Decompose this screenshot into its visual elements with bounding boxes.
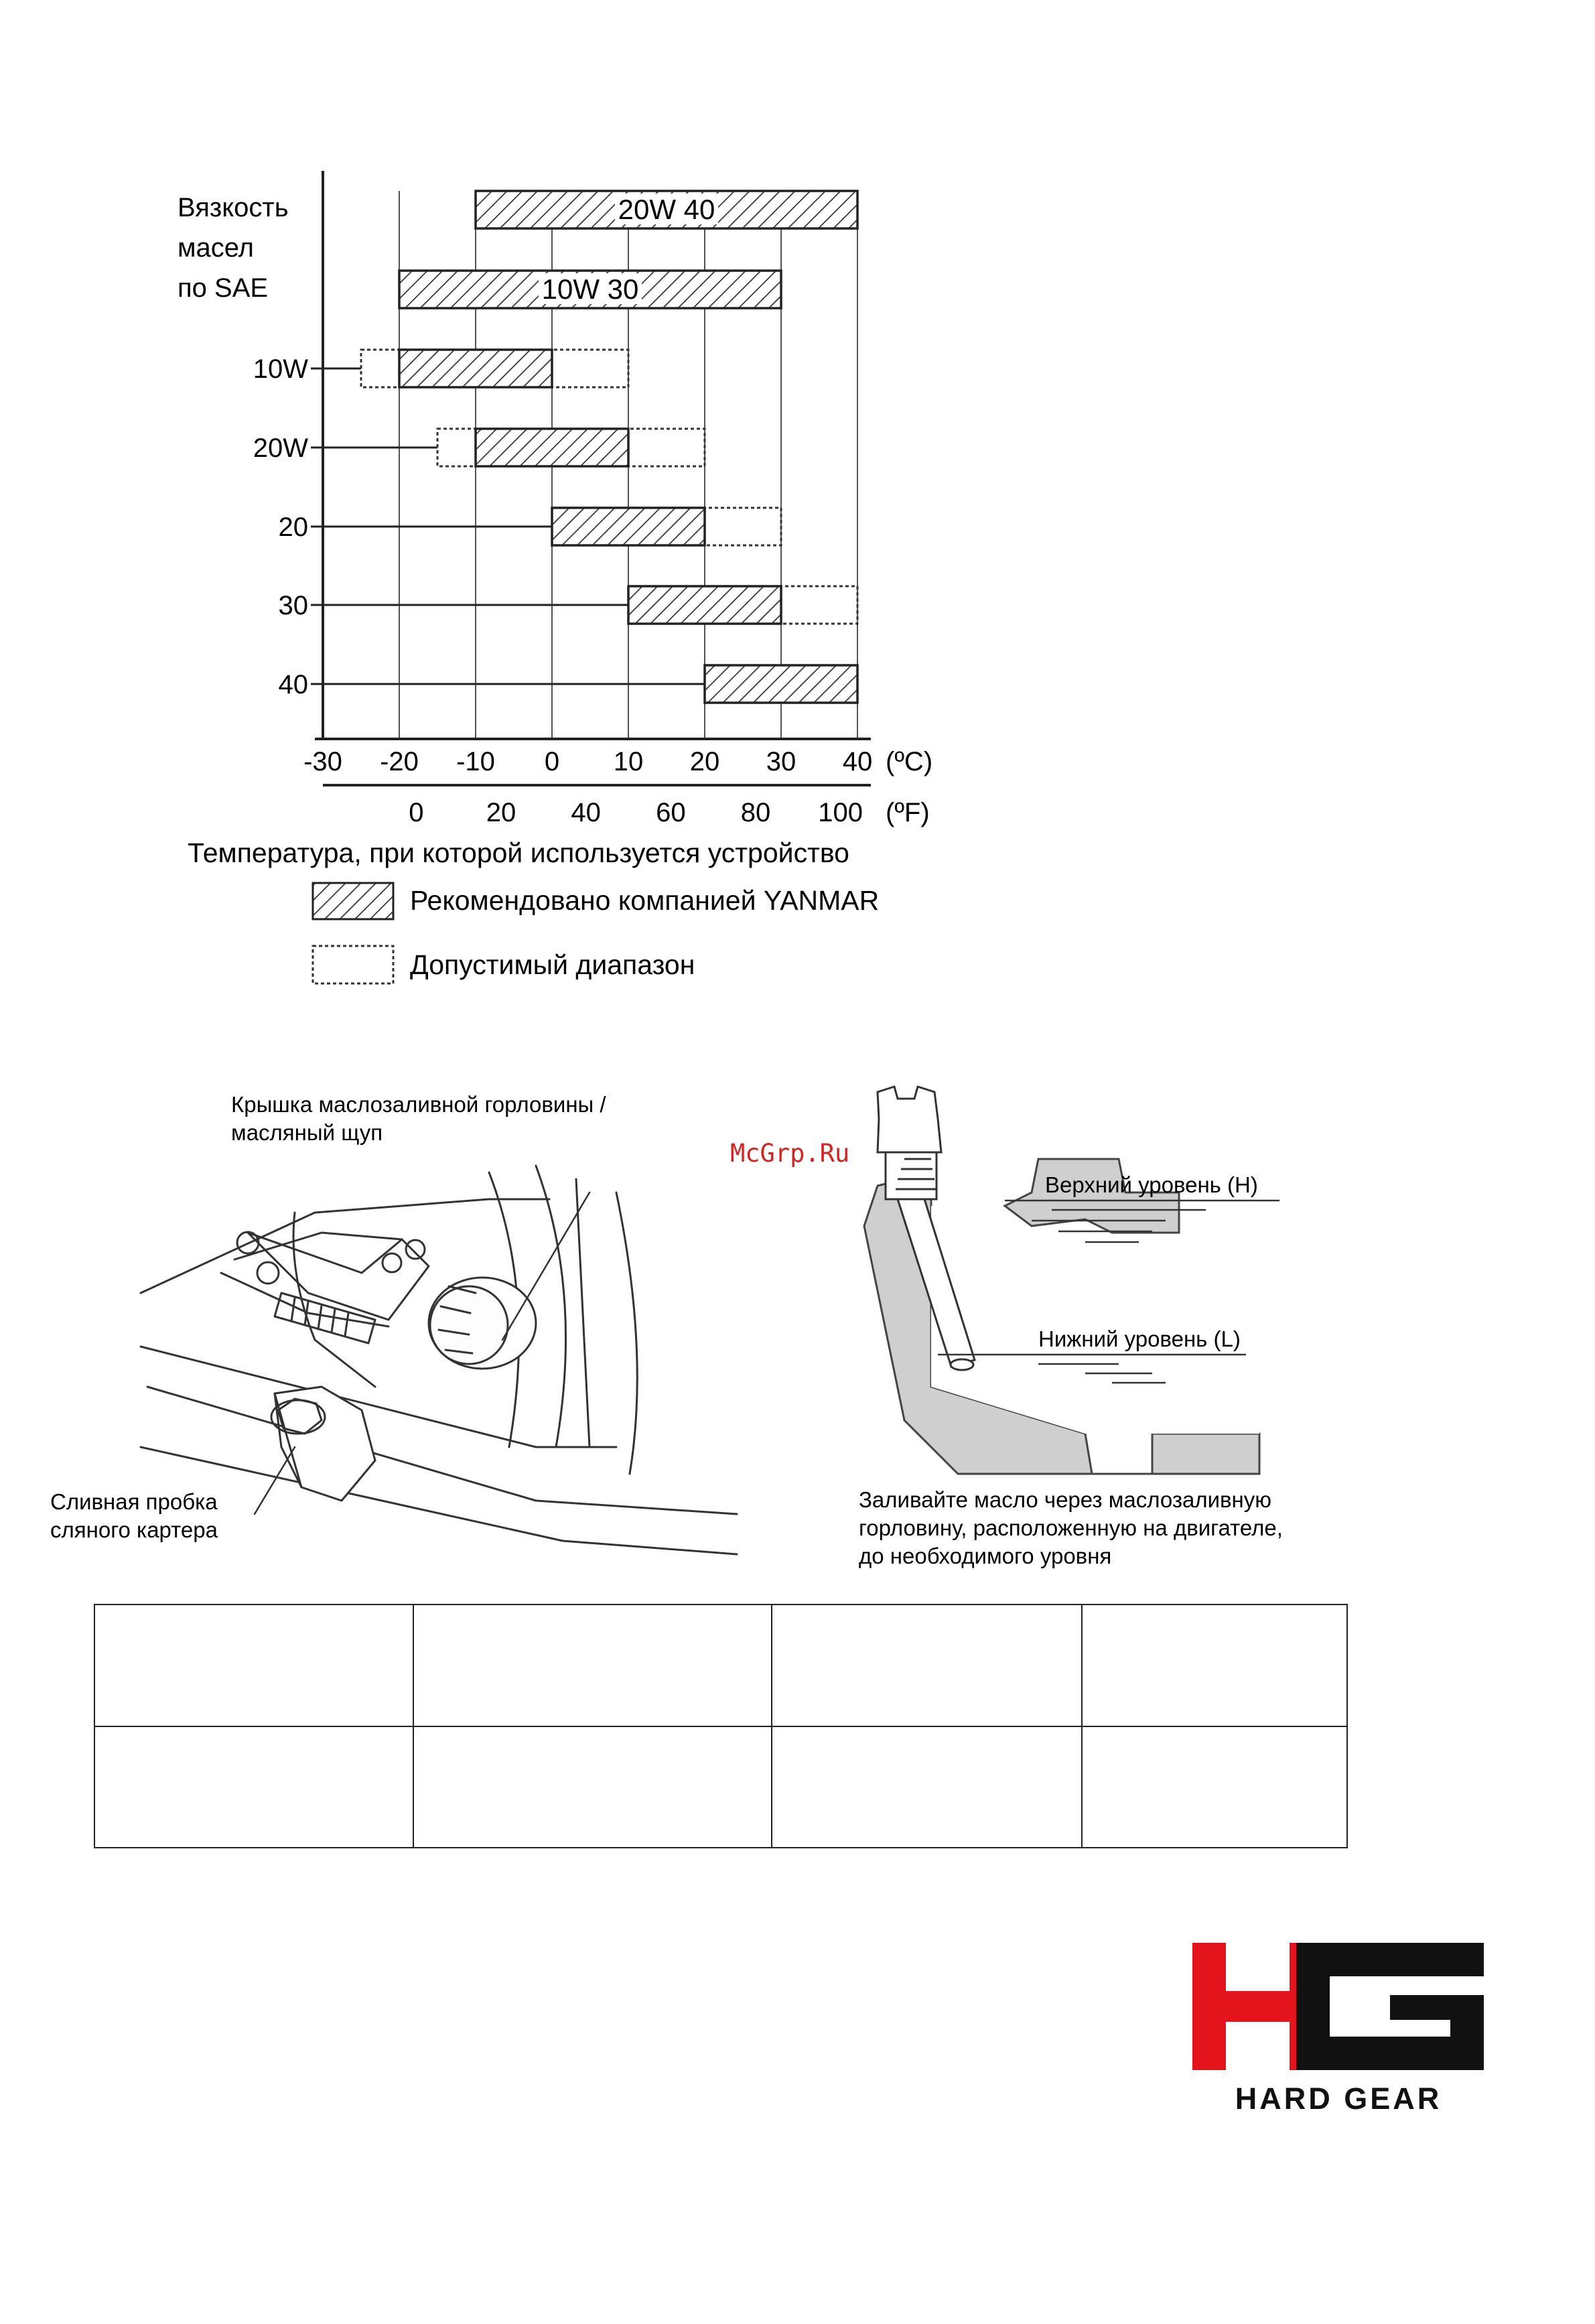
table-cell: [772, 1604, 1082, 1726]
row-label: 20W: [253, 433, 308, 463]
axis-title-line-3: по SAE: [178, 273, 269, 303]
instruction-line-1: Заливайте масло через маслозаливную: [859, 1487, 1272, 1512]
viscosity-chart: [0, 0, 1005, 1005]
row-label: 10W: [253, 354, 308, 384]
celsius-tick-label: 0: [544, 747, 560, 776]
data-table: [94, 1604, 1348, 1848]
hard-gear-logo: [1192, 1943, 1487, 2117]
table-cell: [772, 1726, 1082, 1848]
recommended-range-bar: [552, 508, 705, 545]
celsius-tick-label: -30: [303, 747, 342, 776]
table-cell: [1082, 1604, 1347, 1726]
fahrenheit-tick-label: 100: [818, 798, 863, 827]
celsius-tick-label: -10: [456, 747, 495, 776]
engine-illustration: [27, 1072, 764, 1594]
lower-level-label: Нижний уровень (L): [1038, 1326, 1241, 1351]
table-cell: [413, 1726, 772, 1848]
watermark: McGrp.Ru: [730, 1139, 850, 1168]
table-row: [94, 1604, 1347, 1726]
logo-wordmark: HARD GEAR: [1235, 2081, 1442, 2116]
table-cell: [94, 1604, 413, 1726]
filler-cap-label-line-2: масляный щуп: [231, 1120, 383, 1145]
fahrenheit-tick-label: 60: [656, 798, 686, 827]
table-row: [94, 1726, 1347, 1848]
fahrenheit-tick-label: 40: [571, 798, 601, 827]
celsius-tick-label: 40: [842, 747, 873, 776]
drain-plug-label-line-2: сляного картера: [50, 1517, 218, 1542]
row-label: 30: [278, 591, 308, 620]
row-label: 40: [278, 670, 308, 699]
celsius-tick-label: -20: [380, 747, 419, 776]
drain-plug-label-line-1: Сливная пробка: [50, 1489, 218, 1514]
fahrenheit-tick-label: 20: [486, 798, 516, 827]
filler-cap-label-line-1: Крышка маслозаливной горловины /: [231, 1092, 606, 1117]
row-label: 20: [278, 512, 308, 542]
bar-inline-label: 10W 30: [541, 273, 639, 305]
axis-title-line-1: Вязкость: [178, 193, 289, 222]
fahrenheit-tick-label: 80: [740, 798, 771, 827]
legend-allowed-swatch: [313, 946, 393, 983]
recommended-range-bar: [705, 665, 857, 703]
upper-level-label: Верхний уровень (H): [1045, 1172, 1258, 1197]
recommended-range-bar: [476, 429, 628, 466]
allowed-ranges: [361, 350, 857, 624]
table-cell: [413, 1604, 772, 1726]
bar-inline-label: 20W 40: [618, 194, 715, 225]
legend-recommended-swatch: [313, 883, 393, 919]
fahrenheit-unit: (ºF): [886, 798, 930, 827]
instruction-line-3: до необходимого уровня: [859, 1544, 1112, 1568]
celsius-tick-label: 20: [689, 747, 720, 776]
table-cell: [1082, 1726, 1347, 1848]
celsius-tick-label: 30: [766, 747, 796, 776]
recommended-range-bar: [399, 350, 552, 387]
dipstick-illustration: [831, 1072, 1434, 1594]
celsius-unit: (ºC): [886, 747, 933, 776]
instruction-line-2: горловину, расположенную на двигателе,: [859, 1515, 1283, 1540]
table-cell: [94, 1726, 413, 1848]
logo-letter-g: [1296, 1943, 1484, 2070]
celsius-tick-label: 10: [613, 747, 644, 776]
legend-recommended-label: Рекомендовано компанией YANMAR: [410, 885, 880, 916]
chart-x-title: Температура, при которой используется устройство: [188, 837, 849, 868]
fahrenheit-tick-label: 0: [409, 798, 424, 827]
recommended-range-bar: [628, 586, 781, 624]
legend-allowed-label: Допустимый диапазон: [410, 949, 695, 980]
axis-title-line-2: масел: [178, 233, 255, 263]
